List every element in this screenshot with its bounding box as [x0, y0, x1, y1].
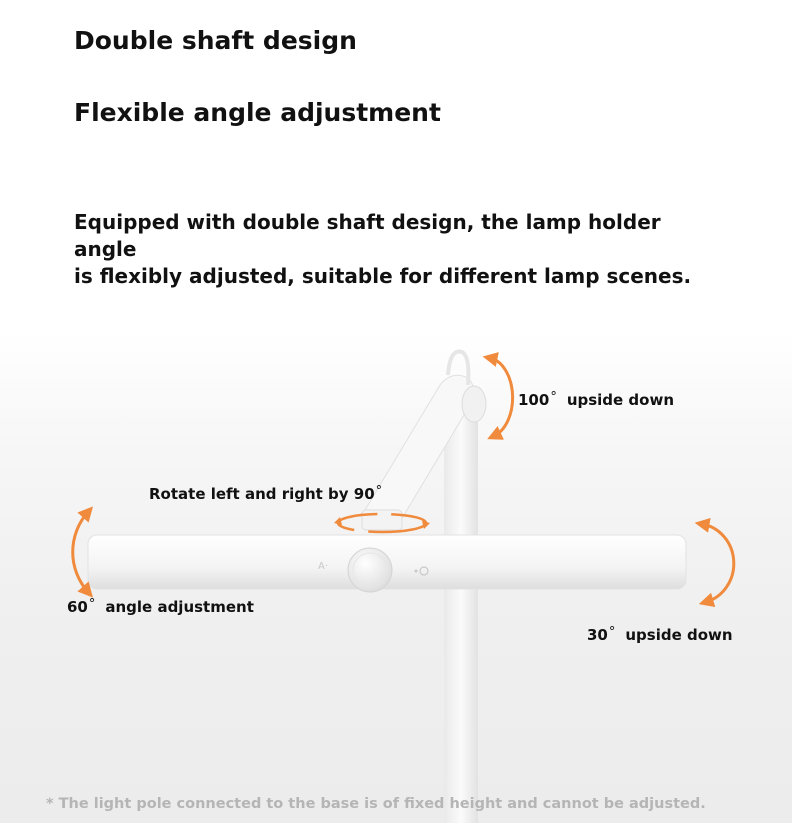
annotation-30-upside-down: 30° upside down — [587, 625, 733, 644]
arrow-60-icon — [73, 512, 88, 592]
arrow-100-icon — [490, 358, 513, 436]
rotation-knob — [348, 548, 392, 592]
lamp-pole — [444, 398, 478, 823]
page-subtitle: Flexible angle adjustment — [74, 98, 441, 127]
description-line-2: is flexibly adjusted, suitable for different lamp scenes. — [74, 264, 692, 288]
brightness-icon: A· — [318, 561, 329, 572]
annotation-100-upside-down: 100° upside down — [518, 390, 675, 409]
page-title: Double shaft design — [74, 26, 357, 55]
footnote: * The light pole connected to the base is of fixed height and cannot be adjusted. — [46, 796, 706, 812]
arrow-30-icon — [702, 524, 734, 602]
arm-joint — [362, 510, 402, 530]
indicator-dot — [415, 570, 418, 573]
annotation-rotate-90: Rotate left and right by 90° — [149, 484, 383, 503]
top-hinge — [462, 386, 486, 422]
annotation-60-angle: 60° angle adjustment — [67, 597, 254, 616]
feature-description — [74, 209, 714, 290]
description-line-1: Equipped with double shaft design, the lamp holder angle — [74, 210, 661, 261]
